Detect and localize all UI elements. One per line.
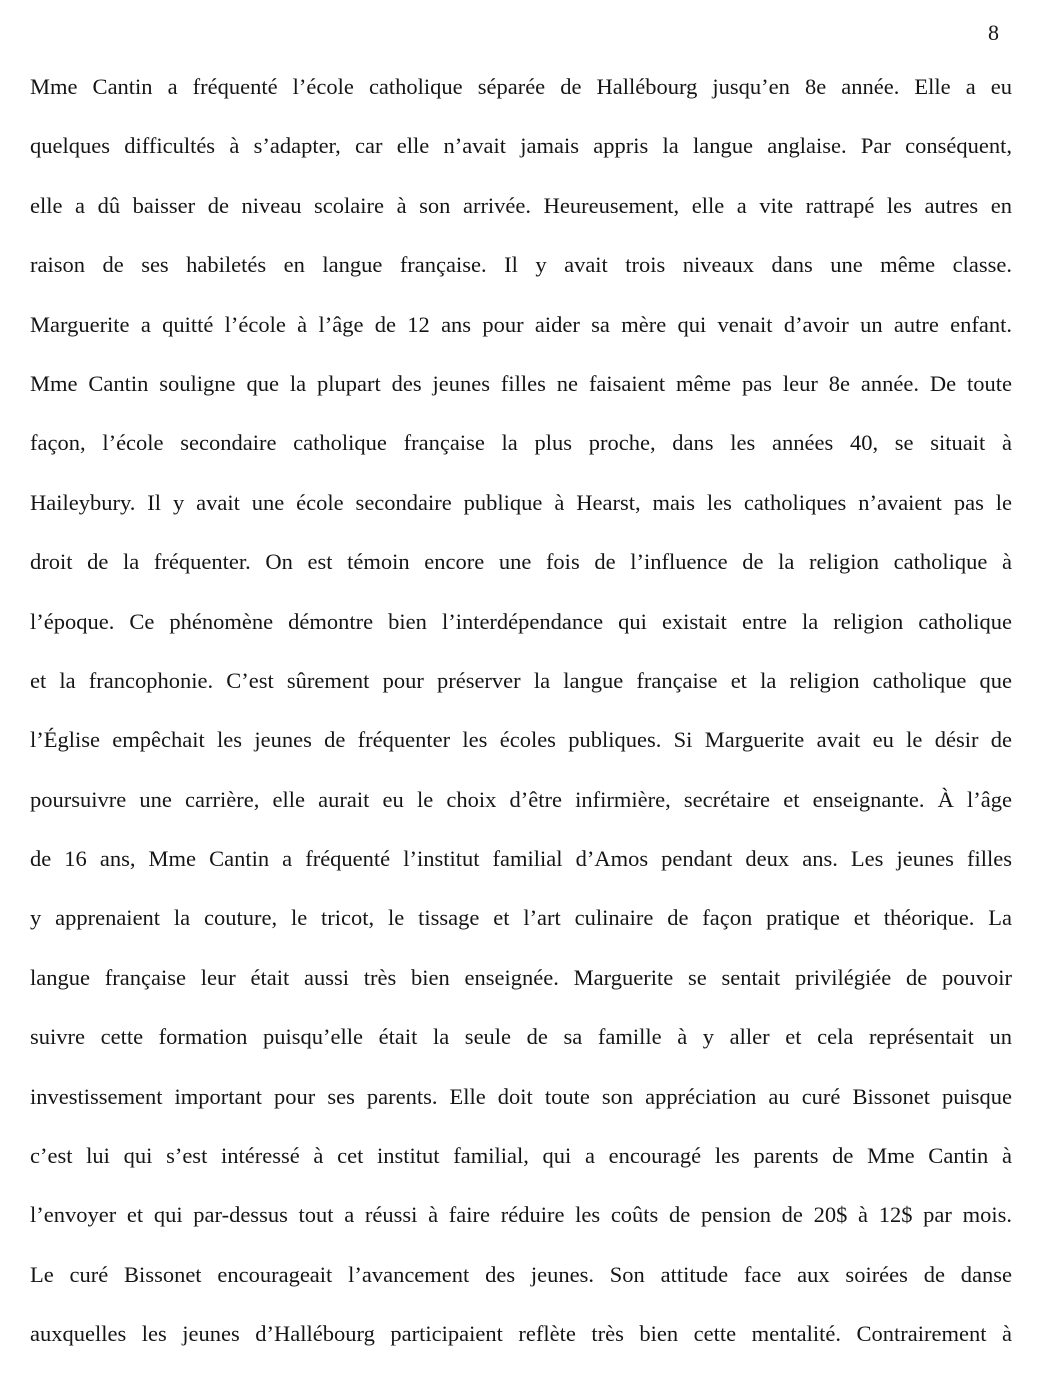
text-line: auxquelles les jeunes d’Hallébourg participaient reflète très bien cette mentalité. Contrairement à — [30, 1321, 1012, 1347]
text-line: l’époque. Ce phénomène démontre bien l’interdépendance qui existait entre la religion catholique — [30, 608, 1012, 634]
text-line: de 16 ans, Mme Cantin a fréquenté l’institut familial d’Amos pendant deux ans. Les jeunes filles — [30, 846, 1012, 872]
text-line: poursuivre une carrière, elle aurait eu le choix d’être infirmière, secrétaire et enseignante. À l’âge — [30, 786, 1012, 812]
text-line: c’est lui qui s’est intéressé à cet institut familial, qui a encouragé les parents de Mme Cantin à — [30, 1143, 1012, 1169]
text-line: Mme Cantin a fréquenté l’école catholique séparée de Hallébourg jusqu’en 8e année. Elle a eu — [30, 74, 1012, 99]
text-line: Mme Cantin souligne que la plupart des jeunes filles ne faisaient même pas leur 8e année. De toute — [30, 370, 1012, 396]
text-line: l’Église empêchait les jeunes de fréquenter les écoles publiques. Si Marguerite avait eu le désir de — [30, 727, 1012, 753]
text-line: et la francophonie. C’est sûrement pour préserver la langue française et la religion catholique que — [30, 667, 1012, 693]
text-line: quelques difficultés à s’adapter, car elle n’avait jamais appris la langue anglaise. Par conséquent, — [30, 133, 1012, 159]
text-line: l’envoyer et qui par-dessus tout a réussi à faire réduire les coûts de pension de 20$ à 12$ par mois. — [30, 1202, 1012, 1228]
text-line: façon, l’école secondaire catholique française la plus proche, dans les années 40, se situait à — [30, 430, 1012, 456]
page-number: 8 — [988, 20, 999, 45]
text-line: droit de la fréquenter. On est témoin encore une fois de l’influence de la religion catholique à — [30, 549, 1012, 575]
body-text — [30, 71, 1012, 1378]
text-line: elle a dû baisser de niveau scolaire à son arrivée. Heureusement, elle a vite rattrapé les autres en — [30, 192, 1012, 218]
text-line: Le curé Bissonet encourageait l’avancement des jeunes. Son attitude face aux soirées de danse — [30, 1261, 1012, 1287]
text-line: Haileybury. Il y avait une école secondaire publique à Hearst, mais les catholiques n’avaient pas le — [30, 489, 1012, 515]
text-line: langue française leur était aussi très bien enseignée. Marguerite se sentait privilégiée de pouvoir — [30, 964, 1012, 990]
text-line: raison de ses habiletés en langue française. Il y avait trois niveaux dans une même classe. — [30, 252, 1012, 278]
text-line: y apprenaient la couture, le tricot, le tissage et l’art culinaire de façon pratique et théorique. La — [30, 905, 1012, 931]
text-line: suivre cette formation puisqu’elle était la seule de sa famille à y aller et cela représentait un — [30, 1024, 1012, 1050]
text-line: investissement important pour ses parents. Elle doit toute son appréciation au curé Bissonet puisque — [30, 1083, 1012, 1109]
text-line: Marguerite a quitté l’école à l’âge de 12 ans pour aider sa mère qui venait d’avoir un autre enfant. — [30, 311, 1012, 337]
